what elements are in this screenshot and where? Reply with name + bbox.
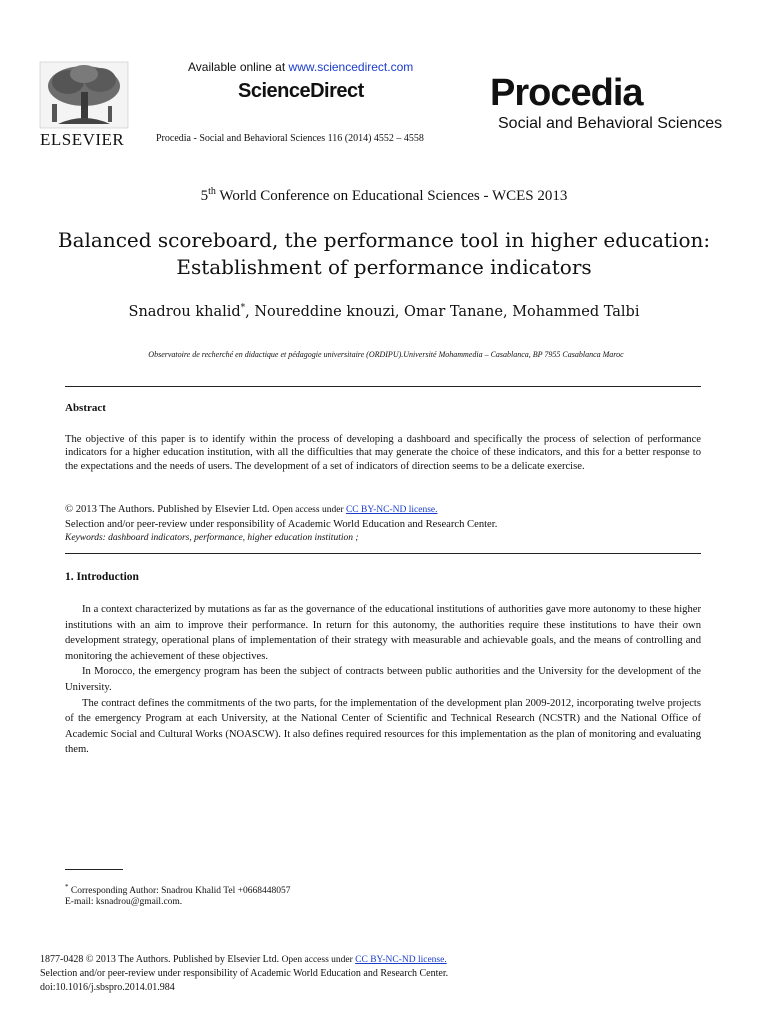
issn-line: 1877-0428 © 2013 The Authors. Published by Elsevier Ltd. (40, 954, 282, 965)
abstract-heading: Abstract (65, 402, 106, 414)
title-line-1: Balanced scoreboard, the performance tool in higher education: (57, 228, 711, 252)
journal-subtitle: Social and Behavioral Sciences (498, 115, 723, 132)
other-authors: , Noureddine knouzi, Omar Tanane, Mohammed Talbi (245, 303, 640, 320)
abstract-text: The objective of this paper is to identify within the process of developing a dashboard and specifically the process of selection of performance indicators for a higher education institution, with all the difficulties that may generate the choice of these indicators, and this for a better response to the expectations and the needs of users. The development of a set of indicators of direction seems to be a delicate exercise. (65, 434, 701, 472)
footnote-email: E-mail: ksnadrou@gmail.com. (65, 897, 183, 907)
paragraph: In Morocco, the emergency program has been the subject of contracts between public authorities and the University for the development of the University. (65, 666, 701, 693)
sciencedirect-wordmark: ScienceDirect (238, 80, 364, 102)
available-prefix: Available online at (188, 60, 289, 74)
conference-ordinal: 5 (200, 188, 209, 204)
paragraph: The contract defines the commitments of the two parts, for the implementation of the development plan 2009-2012, incorporating twelve projects of the emergency Program at each University, at the National Center of Scientific and Technical Research (NCSTR) and the National Office of Academic Social and Cultural Works (NOASCW). It also defines required resources for this implementation as the plan of monitoring and evaluating them. (65, 697, 701, 756)
paragraph: In a context characterized by mutations as far as the governance of the educational institutions of authorities gave more autonomy to these higher institutions with an aim to improve their performance. In return for this autonomy, the authorities require these institutions to have their own development strategy, operational plans of implementation of their strategy with measurable and achievable goals, and the means of controlling and monitoring the achievement of these objectives. (65, 604, 701, 662)
affiliation: Observatoire de recherché en didactique et pédagogie universitaire (ORDIPU).Université Mohammedia – Casablanca, BP 7955 Casablanca Maroc (148, 350, 624, 359)
footnote-corresponding (65, 883, 290, 896)
conference-name (0, 186, 768, 205)
license-link[interactable]: CC BY-NC-ND license. (345, 505, 438, 515)
available-online (188, 60, 413, 74)
divider-abstract (65, 553, 701, 554)
journal-citation: Procedia - Social and Behavioral Sciences 116 (2014) 4552 – 4558 (156, 133, 424, 144)
doi[interactable]: doi:10.1016/j.sbspro.2014.01.984 (40, 982, 175, 993)
sciencedirect-url[interactable]: www.sciencedirect.com (288, 60, 414, 74)
bottom-copyright (40, 953, 740, 995)
bottom-license-link[interactable]: CC BY-NC-ND license. (355, 955, 447, 965)
corresponding-mark[interactable]: * (240, 303, 246, 313)
footnote-mark: * (65, 883, 69, 891)
footnote-rule (65, 869, 123, 870)
bottom-open-access: Open access under (281, 955, 356, 965)
first-author: Snadrou khalid (128, 303, 241, 320)
journal-title: Procedia (490, 72, 643, 114)
introduction-body (65, 602, 701, 758)
author-list (40, 303, 728, 320)
divider-top (65, 386, 701, 387)
section-heading-introduction: 1. Introduction (65, 571, 139, 583)
corresponding-author: Corresponding Author: Snadrou Khalid Tel +0668448057 (68, 886, 291, 897)
title-line-2: Establishment of performance indicators (176, 255, 592, 279)
keywords: Keywords: dashboard indicators, performance, higher education institution ; (65, 533, 359, 543)
copyright-text: © 2013 The Authors. Published by Elsevier Ltd. (65, 504, 273, 515)
conference-ordinal-suffix: th (208, 186, 216, 197)
peer-review-text: Selection and/or peer-review under responsibility of Academic World Education and Research Center. (65, 518, 498, 530)
conference-title: World Conference on Educational Sciences - WCES 2013 (215, 188, 568, 204)
bottom-peer-review: Selection and/or peer-review under responsibility of Academic World Education and Research Center. (40, 968, 449, 979)
publisher-name: ELSEVIER (40, 130, 125, 149)
copyright-block (65, 503, 705, 531)
open-access-text: Open access under (272, 505, 346, 515)
article-title (40, 227, 728, 281)
